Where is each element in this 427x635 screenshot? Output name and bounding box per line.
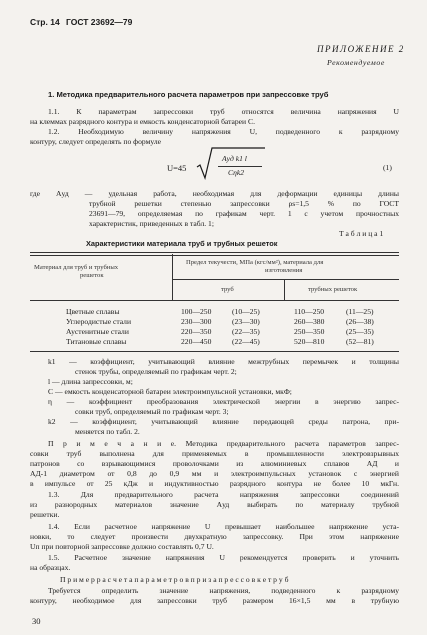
page-number: 30	[32, 616, 41, 626]
appendix-subtitle: Рекомендуемое	[327, 58, 385, 67]
row-material: Аустенитные стали	[66, 327, 129, 336]
row-material: Титановые сплавы	[66, 337, 127, 346]
sub-header-sheets: трубных решеток	[308, 286, 358, 293]
row-sheet-kgf: (11—25)	[346, 307, 374, 316]
page-label: Стр. 14	[30, 17, 60, 27]
formula-denominator: Cηk2	[228, 168, 244, 177]
col-material-header-1: Материал для труб и трубных	[34, 264, 119, 271]
section-title: 1. Методика предварительного расчета параметров при запрессовке труб	[48, 90, 329, 99]
def-c: C — емкость конденсаторной батареи электроимпульсной установки, мкФ;	[48, 387, 292, 396]
row-tube: 100—250	[181, 307, 212, 316]
fraction-bar	[218, 166, 262, 167]
example-title: П р и м е р р а с ч е т а п а р а м е т р о в п р и з а п р е с с о в к е т р у б	[60, 575, 289, 584]
note-line-5: в импульсе от 25 кДж и индуктивностью разрядного контура не более 10 мкГн.	[30, 479, 399, 488]
table-subcol-divider	[284, 279, 285, 300]
row-tube-kgf: (22—35)	[232, 327, 260, 336]
row-tube-kgf: (22—45)	[232, 337, 260, 346]
where-line-3: 23691—79, определяемая по графикам черт. 1 с учетом прочностных	[89, 209, 399, 218]
formula-lhs: U=45	[167, 163, 187, 173]
para-1-1-line-2: на клеммах разрядного контура и емкость конденсаторной батареи C.	[30, 117, 255, 126]
table-title: Характеристики материала труб и трубных решеток	[86, 239, 278, 248]
row-material: Углеродистые стали	[66, 317, 132, 326]
row-sheet: 110—250	[294, 307, 325, 316]
where-line-4: характеристик, приведенных в табл. 1;	[89, 219, 214, 228]
para-1-5-line-2: на образцах.	[30, 563, 71, 572]
para-1-2-line-2: контуру, следует определять по формуле	[30, 137, 161, 146]
sub-header-tubes: труб	[221, 286, 234, 293]
table-bottom-rule	[30, 351, 399, 352]
row-tube: 220—350	[181, 327, 212, 336]
example-line-1: Требуется определить значение напряжения, подведенного к разрядному	[48, 586, 399, 595]
example-line-2: контуру, необходимое для запрессовки труб размером 16×1,5 мм в трубную	[30, 596, 399, 605]
def-k2-line-1: k2 — коэффициент, учитывающий влияние передающей среды патрона, при-	[48, 417, 399, 426]
def-eta-line-1: η — коэффициент преобразования электрической энергии в энергию запрес-	[48, 397, 399, 406]
table-header-rule	[30, 300, 399, 301]
table-sub-rule	[172, 279, 399, 280]
para-1-4-line-2: новки, то следует произвести двухкратную запрессовку. При этом напряжение	[30, 532, 399, 541]
row-tube: 230—300	[181, 317, 212, 326]
row-tube: 220—450	[181, 337, 212, 346]
para-1-4-line-3: Uп при повторной запрессовке должно составлять 0,7 U.	[30, 542, 214, 551]
table-number: Т а б л и ц а 1	[339, 229, 384, 238]
para-1-2-line-1: 1.2. Необходимую величину напряжения U, подведенного к разрядному	[48, 127, 399, 136]
para-1-1-line-1: 1.1. К параметрам запрессовки труб относятся величина напряжения U	[48, 107, 399, 116]
def-k2-line-2: меняется по табл. 2.	[75, 427, 140, 436]
row-sheet-kgf: (26—38)	[346, 317, 374, 326]
note-line-2: совки труб выполнена для применяемых в промышленности электровзрывных	[30, 449, 399, 458]
col-yield-header-2: изготовления	[265, 267, 303, 274]
para-1-3-line-3: решетки.	[30, 510, 60, 519]
row-tube-kgf: (10—25)	[232, 307, 260, 316]
def-k1-line-2: стенок трубы, определяемый по графикам черт. 2;	[75, 367, 237, 376]
where-line-1: где Aуд — удельная работа, необходимая для деформации единицы длины	[30, 189, 399, 198]
para-1-3-line-1: 1.3. Для предварительного расчета напряжения запрессовки соединений	[48, 490, 399, 499]
col-yield-header-1: Предел текучести, МПа (кгс/мм²), материала для	[186, 259, 324, 266]
formula-number: (1)	[383, 163, 392, 172]
row-sheet: 260—380	[294, 317, 325, 326]
row-tube-kgf: (23—30)	[232, 317, 260, 326]
para-1-4-line-1: 1.4. Если расчетное напряжение U превышает наибольшее напряжение уста-	[48, 522, 399, 531]
table-col-divider	[172, 254, 173, 300]
def-l: l — длина запрессовки, м;	[48, 377, 133, 386]
standard-number: ГОСТ 23692—79	[66, 17, 133, 27]
appendix-title: ПРИЛОЖЕНИЕ 2	[317, 44, 405, 54]
def-k1-line-1: k1 — коэффициент, учитывающий влияние межтрубных перемычек и толщины	[48, 357, 399, 366]
para-1-5-line-1: 1.5. Расчетное значение напряжения U рекомендуется проверить и уточнить	[48, 553, 399, 562]
formula-numerator: Aуд k1 l	[222, 154, 247, 163]
def-eta-line-2: совки труб, определяемый по графикам черт. 3;	[75, 407, 229, 416]
table-top-rule-2	[30, 255, 399, 256]
row-sheet-kgf: (52—81)	[346, 337, 374, 346]
para-1-3-line-2: из разнородных материалов значение Aуд выбирать по материалу трубной	[30, 500, 399, 509]
table-top-rule	[30, 252, 399, 253]
note-line-4: АД-1 диаметром от 0,8 до 0,9 мм и электроимпульсных установок с энергией	[30, 469, 399, 478]
row-sheet: 520—810	[294, 337, 325, 346]
row-sheet: 250—350	[294, 327, 325, 336]
row-sheet-kgf: (25—35)	[346, 327, 374, 336]
col-material-header-2: решеток	[80, 272, 104, 279]
note-line-3: патронов со взрывающимися проволочками из алюминиевых сплавов АД и	[30, 459, 399, 468]
where-line-2: трубной решетки степенью запрессовки ρs=1,5 % по ГОСТ	[89, 199, 399, 208]
row-material: Цветные сплавы	[66, 307, 120, 316]
note-line-1: П р и м е ч а н и е. Методика предварительного расчета параметров запрес-	[48, 439, 399, 448]
